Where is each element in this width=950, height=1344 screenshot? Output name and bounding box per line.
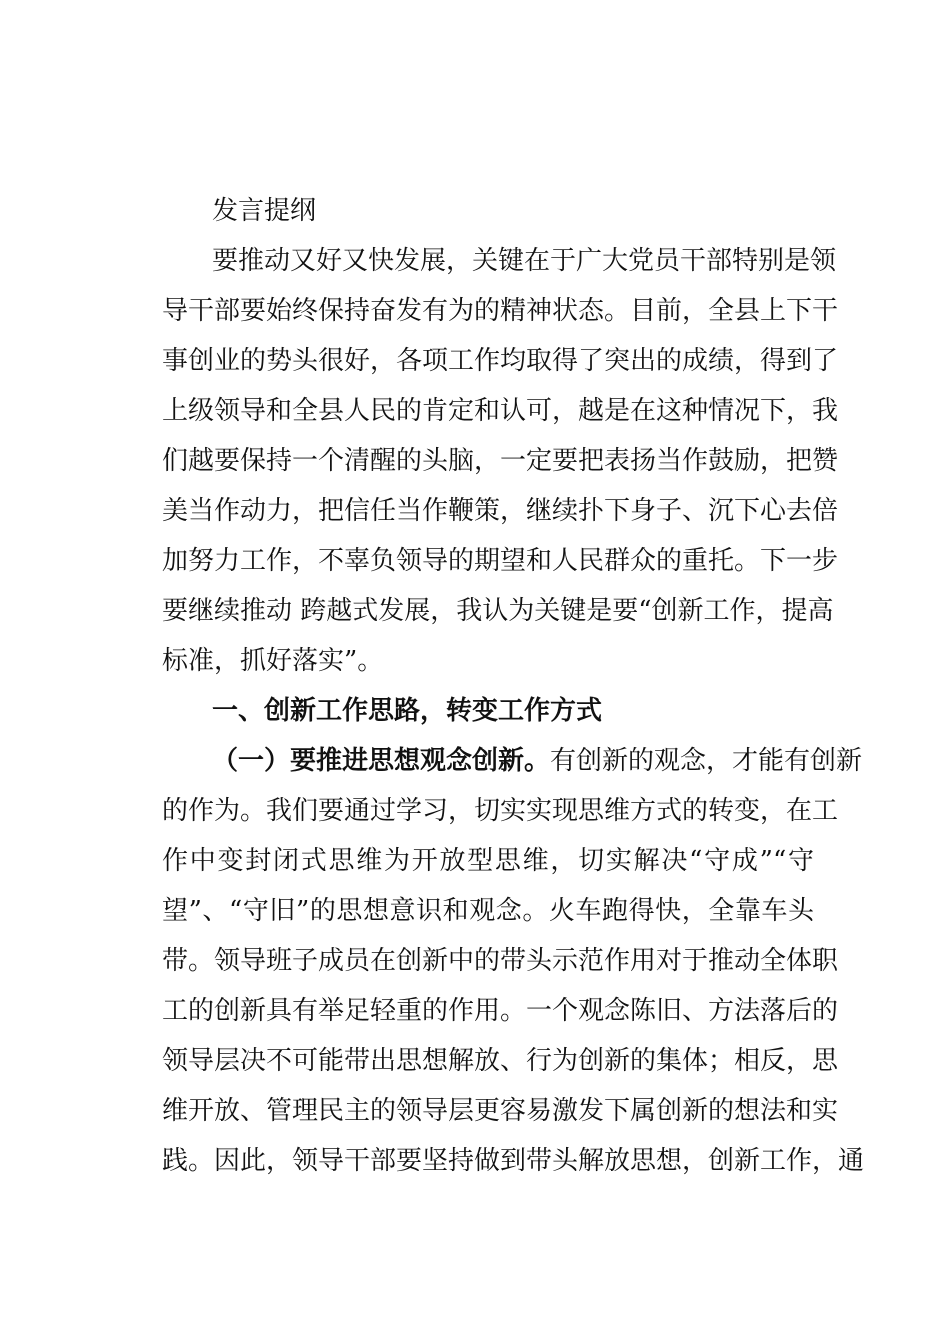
- paragraph-line: 领导层决不可能带出思想解放、行为创新的集体；相反，思: [162, 1046, 839, 1076]
- paragraph-line: 践。因此，领导干部要坚持做到带头解放思想，创新工作，通: [162, 1146, 865, 1176]
- paragraph-line: 们越要保持一个清醒的头脑，一定要把表扬当作鼓励，把赞: [162, 446, 839, 476]
- section-heading: 一、创新工作思路，转变工作方式: [212, 696, 603, 726]
- paragraph-line: 的作为。我们要通过学习，切实实现思维方式的转变，在工: [162, 796, 839, 826]
- document-title: 发言提纲: [212, 196, 317, 226]
- paragraph-line: 加努力工作，不辜负领导的期望和人民群众的重托。下一步: [162, 546, 839, 576]
- paragraph-line: 作中变封闭式思维为开放型思维，切实解决“守成”“守: [162, 846, 814, 876]
- paragraph-line: 上级领导和全县人民的肯定和认可，越是在这种情况下，我: [162, 396, 839, 426]
- paragraph-line: 要推动又好又快发展，关键在于广大党员干部特别是领: [212, 246, 837, 276]
- paragraph-line: 工的创新具有举足轻重的作用。一个观念陈旧、方法落后的: [162, 996, 839, 1026]
- paragraph-line: 标准，抓好落实”。: [162, 646, 384, 676]
- paragraph-line: 事创业的势头很好，各项工作均取得了突出的成绩，得到了: [162, 346, 839, 376]
- paragraph-line: 望”、“守旧”的思想意识和观念。火车跑得快，全靠车头: [162, 896, 814, 926]
- subsection-heading: （一）要推进思想观念创新。: [212, 746, 551, 776]
- paragraph-line: 美当作动力，把信任当作鞭策，继续扑下身子、沉下心去倍: [162, 496, 839, 526]
- subsection-first-line: [212, 736, 863, 786]
- paragraph-line: 带。领导班子成员在创新中的带头示范作用对于推动全体职: [162, 946, 839, 976]
- paragraph-line: 导干部要始终保持奋发有为的精神状态。目前，全县上下干: [162, 296, 839, 326]
- subsection-text: 有创新的观念，才能有创新: [550, 746, 863, 776]
- paragraph-line: 要继续推动 跨越式发展，我认为关键是要“创新工作，提高: [162, 596, 834, 626]
- paragraph-line: 维开放、管理民主的领导层更容易激发下属创新的想法和实: [162, 1096, 839, 1126]
